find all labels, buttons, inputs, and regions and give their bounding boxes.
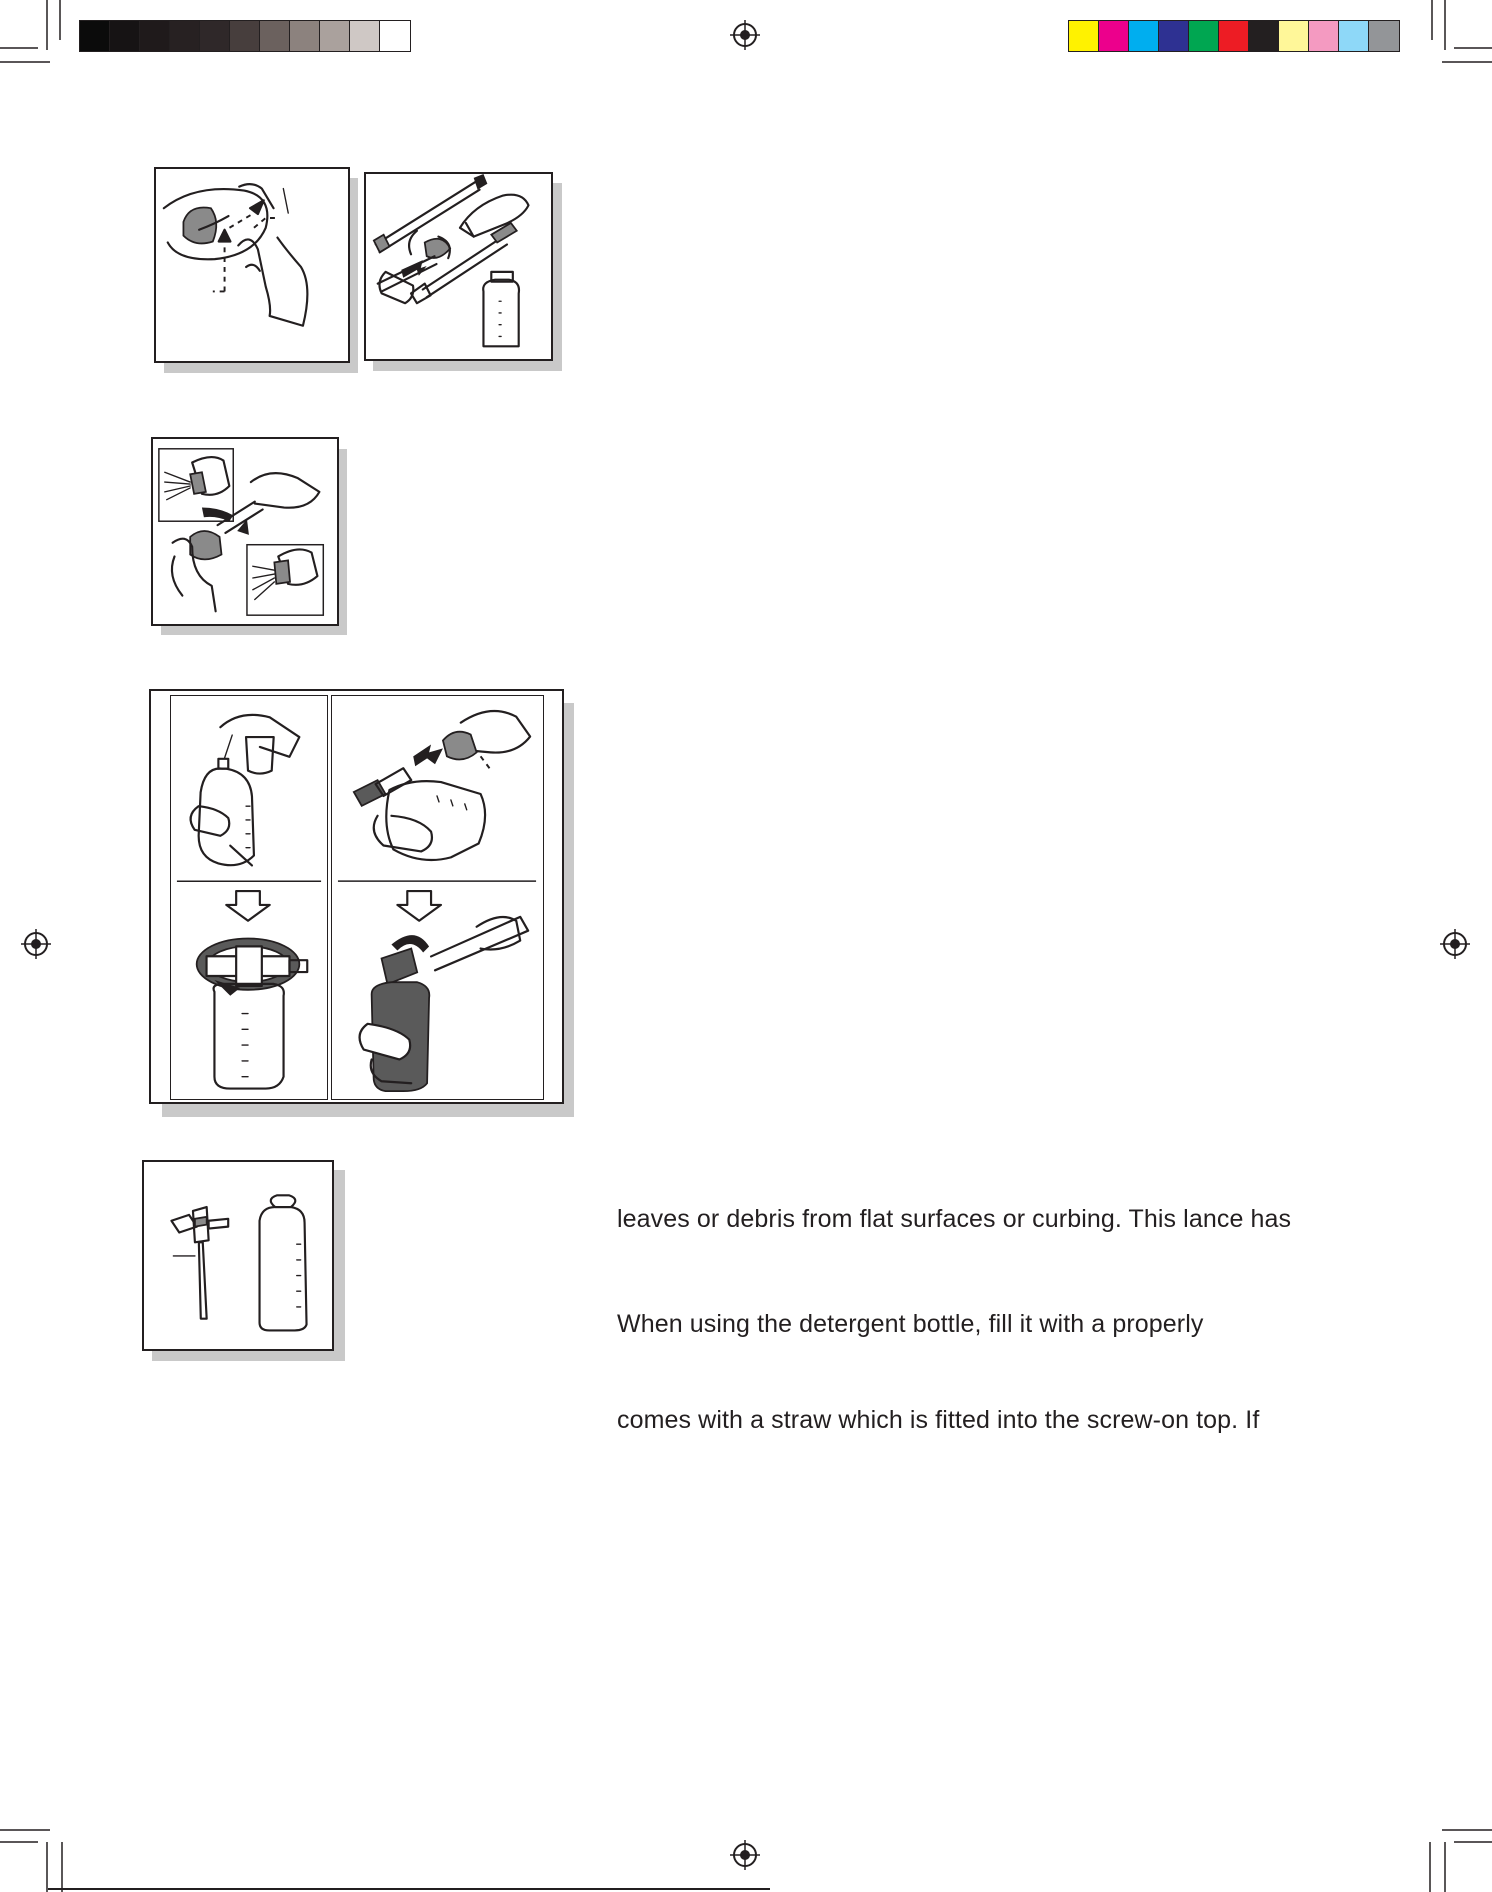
- nozzle-adjust-illustration: [151, 437, 339, 626]
- color-swatch: [1129, 21, 1159, 51]
- color-swatch: [1309, 21, 1339, 51]
- step-attach-lance: [331, 695, 544, 1100]
- body-text-line-3: comes with a straw which is fitted into the screw-on top. If: [617, 1406, 1260, 1434]
- lance-assembly-illustration: [364, 172, 553, 361]
- color-swatch: [80, 21, 110, 51]
- color-swatch: [170, 21, 200, 51]
- color-swatch: [1099, 21, 1129, 51]
- step-fill-bottle: [170, 695, 328, 1100]
- color-swatch: [320, 21, 350, 51]
- color-swatch: [1219, 21, 1249, 51]
- color-swatch: [1159, 21, 1189, 51]
- body-text-line-1: leaves or debris from flat surfaces or curbing. This lance has: [617, 1205, 1292, 1233]
- detergent-bottle-illustration: [142, 1160, 334, 1351]
- color-swatch: [140, 21, 170, 51]
- color-swatch: [230, 21, 260, 51]
- color-swatch: [1249, 21, 1279, 51]
- color-swatch: [350, 21, 380, 51]
- detergent-fill-sequence-illustration: [149, 689, 564, 1104]
- color-swatch: [260, 21, 290, 51]
- color-swatch: [200, 21, 230, 51]
- body-text-line-2: When using the detergent bottle, fill it with a properly: [617, 1310, 1204, 1338]
- color-swatch: [1069, 21, 1099, 51]
- color-swatch: [290, 21, 320, 51]
- color-swatch: [1189, 21, 1219, 51]
- color-swatch: [1339, 21, 1369, 51]
- color-swatch: [1279, 21, 1309, 51]
- color-swatch: [380, 21, 410, 51]
- color-swatch: [1369, 21, 1399, 51]
- trigger-lock-illustration: [154, 167, 350, 363]
- color-control-bar: [1068, 20, 1400, 52]
- grayscale-control-bar: [79, 20, 411, 52]
- color-swatch: [110, 21, 140, 51]
